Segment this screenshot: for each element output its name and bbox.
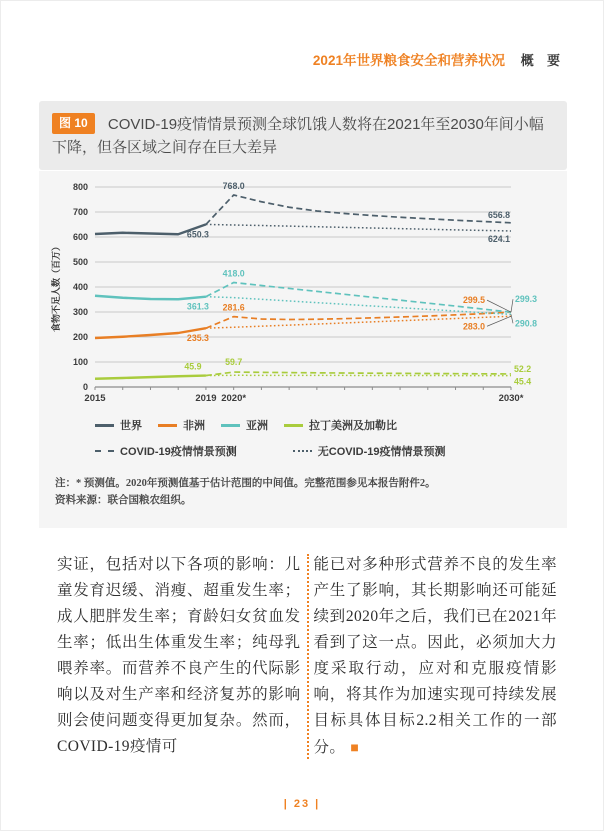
article-column-left: 实证，包括对以下各项的影响：儿童发育迟缓、消瘦、超重发生率；成人肥胖发生率；育龄妇女贫血发生率；低出生体重发生率；纯母乳喂养率。而营养不良产生的代际影响以及对生产率和经济复苏的影响则会使问题变得更加复杂。然而，COVID-19疫情可 <box>57 556 301 755</box>
legend-label: COVID-19疫情情景预测 <box>120 446 237 458</box>
data-point-label: 418.0 <box>222 268 245 279</box>
y-tick-label: 700 <box>72 207 88 217</box>
data-point-label: 768.0 <box>222 181 245 191</box>
legend-regions <box>95 417 557 433</box>
data-point-label: 235.3 <box>186 333 209 344</box>
data-point-label: 650.3 <box>186 229 209 240</box>
y-tick-label: 100 <box>72 357 88 367</box>
data-point-label: 52.2 <box>514 363 532 374</box>
y-tick-label: 0 <box>82 382 88 392</box>
column-divider <box>307 554 309 759</box>
figure-title-box <box>39 101 567 170</box>
end-of-article-mark: ■ <box>350 739 360 755</box>
x-tick-label: 2015 <box>84 393 106 404</box>
line-chart <box>49 177 557 407</box>
legend-label: 世界 <box>120 420 142 432</box>
legend-item <box>293 443 446 459</box>
legend-label: 亚洲 <box>246 420 268 432</box>
figure-chart-panel <box>39 171 567 528</box>
legend-item <box>284 417 397 433</box>
figure-title: COVID-19疫情情景预测全球饥饿人数将在2021年至2030年间小幅下降，但各区域之间存在巨大差异 <box>52 116 544 156</box>
chart-legend <box>95 417 557 459</box>
x-tick-label: 2020* <box>221 393 247 404</box>
legend-item <box>158 417 205 433</box>
legend-swatch-dotted <box>293 450 312 452</box>
legend-label: 无COVID-19疫情情景预测 <box>317 446 446 458</box>
data-point-label: 624.1 <box>487 233 510 244</box>
legend-item <box>95 443 237 459</box>
legend-swatch-solid <box>95 424 114 427</box>
legend-swatch-solid <box>158 424 177 427</box>
legend-item <box>95 417 142 433</box>
data-point-label: 281.6 <box>222 302 245 313</box>
series-history <box>95 296 206 300</box>
data-point-label: 290.8 <box>515 318 538 329</box>
article-column-right <box>314 552 558 761</box>
legend-item <box>221 417 268 433</box>
y-tick-label: 500 <box>72 257 88 267</box>
legend-label: 拉丁美洲及加勒比 <box>309 420 397 432</box>
label-leader-line <box>511 314 513 323</box>
legend-swatch-dashed <box>95 450 114 452</box>
article <box>57 552 557 761</box>
page-number: | 23 | <box>283 798 321 810</box>
data-point-label: 283.0 <box>462 321 485 332</box>
x-tick-label: 2030* <box>498 393 524 404</box>
data-point-label: 45.4 <box>514 376 532 387</box>
y-tick-label: 300 <box>72 307 88 317</box>
y-tick-label: 800 <box>72 182 88 192</box>
legend-swatch-solid <box>221 424 240 427</box>
figure-notes <box>55 475 557 510</box>
figure-source-line: 资料来源：联合国粮农组织。 <box>55 495 192 507</box>
data-point-label: 299.5 <box>462 295 485 306</box>
series-covid_scenario <box>206 195 511 224</box>
y-tick-label: 600 <box>72 232 88 242</box>
y-tick-label: 200 <box>72 332 88 342</box>
data-point-label: 299.3 <box>515 294 538 305</box>
label-leader-line <box>511 299 513 312</box>
report-title: 2021年世界粮食安全和营养状况 <box>312 53 505 68</box>
legend-swatch-solid <box>284 424 303 427</box>
article-text-right: 能已对多种形式营养不良的发生率产生了影响，其长期影响还可能延续到2020年之后，我们已在2021年看到了这一点。因此，必须加大力度采取行动，应对和克服疫情影响，将其作为加速实现可持续发展目标具体目标2.2相关工作的一部分。 <box>313 556 557 756</box>
report-subtitle: 概 要 <box>520 53 565 68</box>
page-header <box>313 49 565 69</box>
data-point-label: 45.9 <box>184 361 202 372</box>
x-tick-label: 2019 <box>195 393 217 404</box>
y-tick-label: 400 <box>72 282 88 292</box>
figure-number-badge: 图 10 <box>52 113 95 134</box>
data-point-label: 361.3 <box>186 301 209 312</box>
series-no_covid_scenario <box>206 224 511 231</box>
legend-scenarios <box>95 443 557 459</box>
legend-label: 非洲 <box>183 420 205 432</box>
y-axis-label: 食物不足人数（百万） <box>51 241 61 333</box>
figure-note-line: 注：* 预测值。2020年预测值基于估计范围的中间值。完整范围参见本报告附件2。 <box>55 478 436 489</box>
series-history <box>95 376 206 379</box>
data-point-label: 59.7 <box>225 357 243 368</box>
data-point-label: 656.8 <box>487 209 510 220</box>
